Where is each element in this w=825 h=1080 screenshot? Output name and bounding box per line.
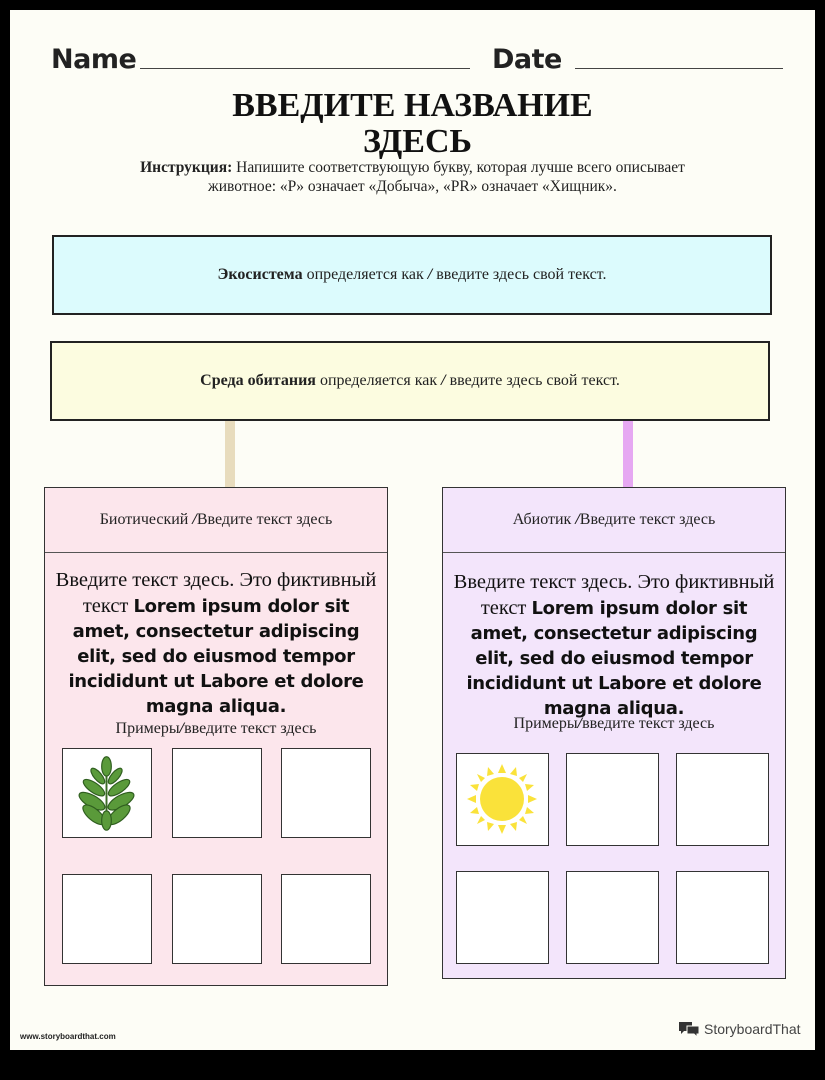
biotic-panel [44, 487, 388, 986]
title-line-1: ВВЕДИТЕ НАЗВАНИЕ [232, 87, 593, 124]
biotic-example-cell-4[interactable] [62, 874, 152, 964]
biotic-example-cell-5[interactable] [172, 874, 262, 964]
instructions-text-2: животное: «P» означает «Добыча», «PR» означает «Хищник». [208, 178, 617, 195]
biotic-example-cell-1[interactable] [62, 748, 152, 838]
title-line-2: ЗДЕСЬ [363, 123, 472, 160]
date-line[interactable] [575, 68, 783, 69]
abiotic-panel [442, 487, 786, 979]
date-label: Date [492, 44, 562, 75]
instructions-label: Инструкция: [140, 159, 233, 176]
brand-name: StoryboardThat [704, 1021, 801, 1037]
speech-bubbles-icon [678, 1020, 700, 1038]
name-line[interactable] [140, 68, 470, 69]
sun-icon [457, 754, 547, 844]
biotic-example-cell-3[interactable] [281, 748, 371, 838]
abiotic-body-text[interactable]: Введите текст здесь. Это фиктивный текст Lorem ipsum dolor sit amet, consectetur adipiscing elit, sed do eiusmod tempor incididunt ut Labore et dolore magna aliqua. [453, 571, 775, 719]
biotic-body-text[interactable]: Введите текст здесь. Это фиктивный текст Lorem ipsum dolor sit amet, consectetur adipiscing elit, sed do eiusmod tempor incididunt ut Labore et dolore magna aliqua. [55, 569, 377, 717]
worksheet-page [10, 10, 815, 1050]
habitat-term: Среда обитания [200, 372, 316, 389]
abiotic-example-cell-5[interactable] [566, 871, 659, 964]
abiotic-examples-label: Примеры/введите текст здесь [513, 715, 715, 732]
name-label: Name [51, 44, 137, 75]
biotic-examples-label: Примеры/введите текст здесь [115, 720, 317, 737]
storyboardthat-logo[interactable] [678, 1020, 801, 1038]
habitat-definition-box[interactable]: Среда обитания определяется как / введите здесь свой текст. [50, 341, 770, 421]
abiotic-example-cell-2[interactable] [566, 753, 659, 846]
abiotic-example-cell-6[interactable] [676, 871, 769, 964]
ecosystem-definition-box[interactable]: Экосистема определяется как / введите здесь свой текст. [52, 235, 772, 315]
ecosystem-term: Экосистема [217, 266, 303, 283]
instructions [100, 158, 725, 196]
biotic-example-cell-2[interactable] [172, 748, 262, 838]
footer-url[interactable]: www.storyboardthat.com [20, 1032, 116, 1041]
abiotic-example-cell-3[interactable] [676, 753, 769, 846]
biotic-connector [225, 421, 235, 488]
biotic-heading[interactable]: Биотический /Введите текст здесь [45, 488, 387, 553]
biotic-example-cell-6[interactable] [281, 874, 371, 964]
page-title [10, 88, 815, 160]
abiotic-heading[interactable]: Абиотик /Введите текст здесь [443, 488, 785, 553]
abiotic-example-cell-1[interactable] [456, 753, 549, 846]
abiotic-connector [623, 421, 633, 488]
plant-icon [63, 749, 150, 836]
instructions-text-1: Напишите соответствующую букву, которая лучше всего описывает [232, 159, 685, 176]
abiotic-example-cell-4[interactable] [456, 871, 549, 964]
